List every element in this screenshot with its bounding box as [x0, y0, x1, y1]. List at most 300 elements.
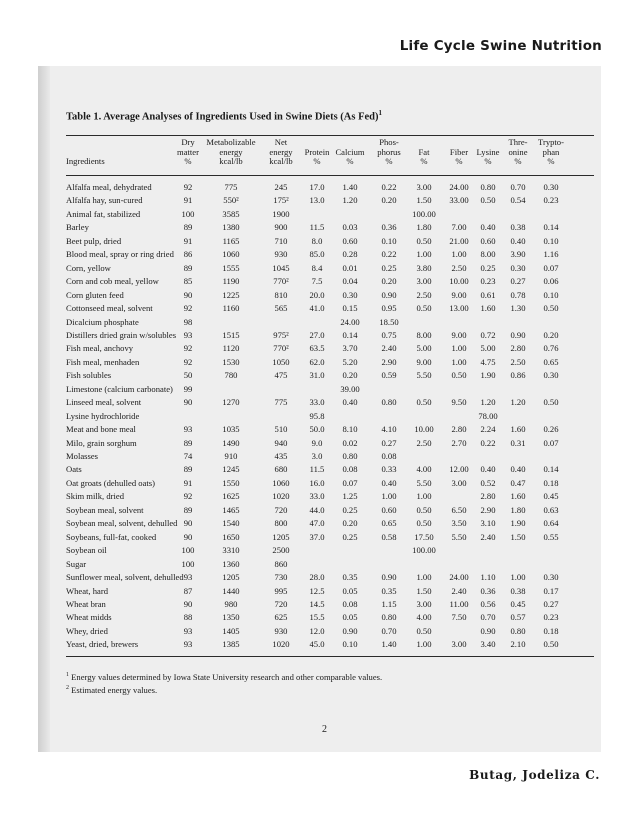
footnote — [66, 672, 382, 682]
ingredient-name: Fish meal, anchovy — [66, 343, 134, 354]
table-cell: 1650 — [222, 531, 240, 542]
scanned-paper — [50, 66, 601, 752]
table-cell: 730 — [274, 572, 288, 583]
table-cell: 15.5 — [309, 612, 325, 623]
table-cell: 930 — [274, 249, 288, 260]
table-cell: 2.50 — [416, 437, 432, 448]
table-cell: 3.90 — [510, 249, 526, 260]
header-title: Life Cycle Swine Nutrition — [399, 38, 602, 54]
table-cell: 8.0 — [311, 235, 323, 246]
table-cell: 92 — [183, 182, 193, 192]
table-cell: 900 — [274, 222, 288, 233]
table-cell: 0.50 — [416, 397, 432, 408]
table-cell: 0.40 — [480, 464, 496, 475]
column-header-line: kcal/lb — [269, 156, 293, 167]
ingredient-name: Cottonseed meal, solvent — [66, 303, 153, 314]
table-cell: 2.40 — [480, 531, 496, 542]
table-cell: 0.61 — [480, 289, 496, 300]
table-cell: 37.0 — [309, 531, 325, 542]
table-cell: 0.40 — [510, 235, 526, 246]
table-cell: 0.30 — [510, 262, 526, 273]
table-cell: 0.50 — [543, 397, 559, 408]
table-cell: 10.00 — [414, 424, 434, 435]
table-cell: 8.4 — [311, 262, 323, 273]
ingredient-name: Blood meal, spray or ring dried — [66, 249, 174, 260]
table-cell: 0.30 — [543, 572, 559, 583]
table-cell: 0.27 — [381, 437, 397, 448]
table-cell: 1385 — [222, 639, 240, 650]
table-cell: 1.00 — [451, 356, 467, 367]
table-cell: 1.10 — [480, 572, 496, 583]
ingredient-name: Soybean meal, solvent — [66, 504, 144, 515]
table-cell: 0.27 — [510, 276, 526, 287]
table-cell: 0.90 — [342, 625, 358, 636]
table-cell: 1.40 — [381, 639, 397, 650]
table-cell: 9.00 — [451, 289, 467, 300]
table-cell: 93 — [183, 424, 193, 435]
table-cell: 28.0 — [309, 572, 325, 583]
ingredient-name: Soybean meal, solvent, dehulled — [66, 518, 178, 529]
table-cell: 1.25 — [342, 491, 358, 502]
table-cell: 910 — [224, 451, 238, 461]
table-cell: 0.07 — [342, 477, 358, 488]
table-cell: 5.00 — [416, 343, 432, 354]
table-cell: 0.22 — [480, 437, 496, 448]
table-cell: 7.5 — [311, 276, 323, 287]
table-cell: 0.14 — [543, 464, 559, 475]
table-cell: 1060 — [272, 477, 290, 488]
ingredient-name: Oat groats (dehulled oats) — [66, 477, 156, 488]
column-header-line: phorus — [377, 146, 401, 157]
table-cell: 0.76 — [543, 343, 559, 354]
table-cell: 33.00 — [449, 195, 469, 206]
table-header-rule — [66, 175, 594, 176]
table-cell: 0.50 — [416, 518, 432, 529]
table-cell: 16.0 — [309, 477, 325, 488]
table-cell: 1.00 — [510, 572, 526, 583]
table-cell: 1360 — [222, 558, 240, 569]
table-cell: 0.08 — [342, 464, 358, 475]
table-cell: 2.50 — [451, 262, 467, 273]
table-cell: 27.0 — [309, 329, 325, 340]
column-header — [66, 138, 105, 167]
table-cell: 0.90 — [480, 625, 496, 636]
ingredient-name: Whey, dried — [66, 625, 108, 636]
column-header-line: energy — [269, 146, 293, 157]
table-cell: 1245 — [222, 464, 240, 475]
table-cell: 0.36 — [480, 585, 496, 596]
table-cell: 1.00 — [416, 249, 432, 260]
footnote-mark: 1 — [66, 671, 69, 678]
page-number: 2 — [322, 724, 327, 735]
table-cell: 31.0 — [309, 370, 325, 381]
table-cell: 0.38 — [510, 585, 526, 596]
table-top-rule — [66, 135, 594, 136]
table-cell: 680 — [274, 464, 288, 475]
table-cell: 0.05 — [342, 612, 358, 623]
table-cell: 39.00 — [340, 383, 360, 394]
table-cell: 1.50 — [510, 531, 526, 542]
table-cell: 1.00 — [416, 491, 432, 502]
table-cell: 0.07 — [543, 262, 559, 273]
table-cell: 510 — [274, 424, 288, 435]
table-cell: 3.00 — [451, 477, 467, 488]
table-cell: 435 — [274, 451, 288, 461]
table-cell: 6.50 — [451, 504, 467, 515]
table-cell: 0.10 — [342, 639, 358, 650]
table-cell: 93 — [183, 572, 193, 583]
table-cell: 720 — [274, 504, 288, 515]
ingredient-name: Distillers dried grain w/solubles — [66, 329, 177, 340]
column-header-line: % — [385, 156, 393, 167]
footnote-text: Estimated energy values. — [69, 684, 158, 695]
ingredient-name: Animal fat, stabilized — [66, 208, 141, 219]
table-cell: 1.60 — [510, 424, 526, 435]
table-cell: 63.5 — [309, 343, 325, 354]
table-cell: 1.90 — [480, 370, 496, 381]
table-cell: 1.00 — [381, 491, 397, 502]
table-cell: 0.02 — [342, 437, 358, 448]
table-cell: 2.80 — [510, 343, 526, 354]
table-cell: 1120 — [222, 343, 240, 354]
table-cell: 0.54 — [510, 195, 526, 206]
column-header-line — [66, 138, 105, 148]
table-cell: 0.86 — [510, 370, 526, 381]
table-cell: 0.45 — [543, 491, 559, 502]
table-cell: 5.20 — [342, 356, 358, 367]
column-header-line: Metabolizable — [206, 137, 256, 147]
table-cell: 0.80 — [480, 182, 496, 192]
table-cell: 89 — [183, 262, 193, 273]
ingredient-name: Milo, grain sorghum — [66, 437, 137, 448]
table-cell: 0.95 — [381, 303, 397, 314]
table-cell: 11.5 — [309, 464, 325, 475]
table-cell: 100.00 — [412, 545, 436, 556]
table-cell: 0.60 — [381, 504, 397, 515]
table-cell: 87 — [183, 585, 193, 596]
table-cell: 1380 — [222, 222, 240, 233]
table-cell: 0.70 — [480, 612, 496, 623]
table-cell: 78.00 — [478, 410, 498, 421]
table-cell: 89 — [183, 464, 193, 475]
column-header-line: Thre- — [508, 137, 528, 147]
table-cell: 3.50 — [451, 518, 467, 529]
table-cell: 9.00 — [416, 356, 432, 367]
table-cell: 475 — [274, 370, 288, 381]
table-cell: 1.00 — [451, 249, 467, 260]
table-cell: 1900 — [272, 208, 290, 219]
table-cell: 2.70 — [451, 437, 467, 448]
ingredient-name: Meat and bone meal — [66, 424, 136, 435]
table-cell: 1515 — [222, 329, 240, 340]
table-cell: 100 — [181, 558, 195, 569]
table-cell: 1350 — [222, 612, 240, 623]
table-cell: 0.18 — [543, 625, 559, 636]
table-cell: 21.00 — [449, 235, 469, 246]
ingredient-name: Molasses — [66, 451, 98, 461]
table-cell: 9.50 — [451, 397, 467, 408]
table-cell: 550² — [223, 195, 239, 206]
table-cell: 17.0 — [309, 182, 325, 192]
table-cell: 0.40 — [342, 397, 358, 408]
table-cell: 0.90 — [381, 289, 397, 300]
table-cell: 860 — [274, 558, 288, 569]
table-cell: 2.90 — [480, 504, 496, 515]
table-cell: 24.00 — [340, 316, 360, 327]
column-header-line: Calcium — [335, 146, 365, 157]
table-cell: 2.90 — [381, 356, 397, 367]
table-cell: 0.58 — [381, 531, 397, 542]
table-cell: 90 — [183, 531, 193, 542]
table-cell: 4.00 — [416, 464, 432, 475]
table-cell: 0.15 — [342, 303, 358, 314]
table-cell: 0.60 — [480, 235, 496, 246]
table-cell: 1.16 — [543, 249, 559, 260]
table-cell: 775 — [274, 397, 288, 408]
table-cell: 90 — [183, 289, 193, 300]
table-cell: 1.00 — [416, 572, 432, 583]
ingredient-name: Barley — [66, 222, 89, 233]
table-cell: 0.10 — [381, 235, 397, 246]
scan-edge — [38, 66, 50, 752]
table-cell: 5.50 — [416, 370, 432, 381]
table-cell: 1190 — [222, 276, 240, 287]
table-cell: 100 — [181, 208, 195, 219]
column-header-line: % — [455, 156, 463, 167]
table-cell: 0.06 — [543, 276, 559, 287]
table-cell: 92 — [183, 303, 193, 314]
ingredient-name: Beet pulp, dried — [66, 235, 122, 246]
column-header-line: Fiber — [449, 146, 469, 157]
table-cell: 0.35 — [381, 585, 397, 596]
table-cell: 50 — [183, 370, 193, 381]
table-cell: 0.30 — [543, 370, 559, 381]
column-header-line: Fat — [418, 146, 430, 157]
table-cell: 2.80 — [480, 491, 496, 502]
table-cell: 0.05 — [342, 585, 358, 596]
ingredient-name: Skim milk, dried — [66, 491, 125, 502]
table-cell: 3310 — [222, 545, 240, 556]
table-cell: 2.40 — [451, 585, 467, 596]
column-header-line: onine — [508, 146, 528, 157]
table-cell: 0.50 — [416, 303, 432, 314]
table-cell: 89 — [183, 504, 193, 515]
table-cell: 0.40 — [510, 464, 526, 475]
ingredient-name: Limestone (calcium carbonate) — [66, 383, 173, 394]
table-cell: 995 — [274, 585, 288, 596]
table-cell: 780 — [224, 370, 238, 381]
table-cell: 92 — [183, 491, 193, 502]
table-cell: 0.72 — [480, 329, 496, 340]
column-header-line: phan — [542, 146, 560, 157]
table-cell: 0.80 — [510, 625, 526, 636]
column-header-line: Ingredients — [66, 156, 105, 167]
table-cell: 0.50 — [543, 303, 559, 314]
table-cell: 91 — [183, 477, 193, 488]
column-header-line: % — [484, 156, 492, 167]
table-cell: 20.0 — [309, 289, 325, 300]
table-cell: 0.23 — [480, 276, 496, 287]
table-cell: 0.75 — [381, 329, 397, 340]
table-cell: 85 — [183, 276, 193, 287]
table-cell: 1.15 — [381, 598, 397, 609]
table-cell: 8.00 — [480, 249, 496, 260]
ingredient-name: Fish meal, menhaden — [66, 356, 140, 367]
footnote — [66, 685, 157, 695]
table-cell: 2.10 — [510, 639, 526, 650]
table-cell: 0.38 — [510, 222, 526, 233]
ingredient-name: Lysine hydrochloride — [66, 410, 140, 421]
table-cell: 0.07 — [543, 437, 559, 448]
column-header-line: % — [184, 156, 192, 167]
table-cell: 0.56 — [480, 598, 496, 609]
table-cell: 3.40 — [480, 639, 496, 650]
table-cell: 74 — [183, 451, 193, 461]
column-header-line: Lysine — [476, 146, 500, 157]
table-cell: 1.20 — [510, 397, 526, 408]
table-cell: 33.0 — [309, 397, 325, 408]
table-cell: 2.24 — [480, 424, 496, 435]
table-cell: 940 — [274, 437, 288, 448]
table-cell: 14.5 — [309, 598, 325, 609]
ingredient-name: Dicalcium phosphate — [66, 316, 139, 327]
ingredient-name: Wheat, hard — [66, 585, 108, 596]
table-cell: 0.14 — [543, 222, 559, 233]
table-cell: 11.5 — [309, 222, 325, 233]
table-cell: 1.90 — [510, 518, 526, 529]
table-cell: 11.00 — [449, 598, 469, 609]
table-cell: 1020 — [272, 639, 290, 650]
column-header-line: % — [420, 156, 428, 167]
table-cell: 0.03 — [342, 222, 358, 233]
table-cell: 1.60 — [510, 491, 526, 502]
table-cell: 24.00 — [449, 182, 469, 192]
table-cell: 1.00 — [416, 639, 432, 650]
table-cell: 0.08 — [381, 451, 397, 461]
table-cell: 1.00 — [451, 343, 467, 354]
table-cell: 1540 — [222, 518, 240, 529]
column-header-line: matter — [177, 146, 199, 157]
table-cell: 1225 — [222, 289, 240, 300]
table-cell: 0.50 — [416, 235, 432, 246]
table-cell: 2.50 — [416, 289, 432, 300]
table-cell: 4.10 — [381, 424, 397, 435]
table-cell: 2.80 — [451, 424, 467, 435]
table-cell: 0.50 — [451, 370, 467, 381]
table-cell: 45.0 — [309, 639, 325, 650]
table-cell: 0.35 — [342, 572, 358, 583]
table-cell: 0.30 — [342, 289, 358, 300]
table-cell: 1465 — [222, 504, 240, 515]
table-cell: 1555 — [222, 262, 240, 273]
table-cell: 90 — [183, 397, 193, 408]
ingredient-name: Sunflower meal, solvent, dehulled — [66, 572, 184, 583]
scanned-page — [38, 66, 601, 752]
table-cell: 1050 — [272, 356, 290, 367]
table-cell: 1.20 — [342, 195, 358, 206]
table-cell: 3.00 — [416, 598, 432, 609]
table-cell: 85.0 — [309, 249, 325, 260]
table-cell: 3585 — [222, 208, 240, 219]
ingredient-name: Corn, yellow — [66, 262, 111, 273]
table-cell: 99 — [183, 383, 193, 394]
table-cell: 0.17 — [543, 585, 559, 596]
table-cell: 3.00 — [416, 182, 432, 192]
table-cell: 1440 — [222, 585, 240, 596]
table-title-footnote-mark: 1 — [378, 109, 382, 117]
table-cell: 1160 — [222, 303, 240, 314]
table-cell: 92 — [183, 343, 193, 354]
table-cell: 1.20 — [480, 397, 496, 408]
table-cell: 12.5 — [309, 585, 325, 596]
table-cell: 0.70 — [381, 625, 397, 636]
table-cell: 0.25 — [480, 262, 496, 273]
table-cell: 93 — [183, 329, 193, 340]
table-cell: 24.00 — [449, 572, 469, 583]
table-cell: 41.0 — [309, 303, 325, 314]
table-cell: 770² — [273, 276, 289, 287]
table-cell: 0.80 — [381, 612, 397, 623]
table-cell: 0.40 — [381, 477, 397, 488]
table-cell: 13.0 — [309, 195, 325, 206]
ingredient-name: Corn gluten feed — [66, 289, 124, 300]
table-cell: 2.40 — [381, 343, 397, 354]
table-cell: 0.78 — [510, 289, 526, 300]
table-cell: 0.18 — [543, 477, 559, 488]
table-cell: 89 — [183, 222, 193, 233]
footnote-text: Energy values determined by Iowa State University research and other comparable values. — [69, 671, 383, 682]
table-cell: 0.04 — [342, 276, 358, 287]
table-cell: 5.00 — [480, 343, 496, 354]
table-cell: 0.57 — [510, 612, 526, 623]
table-cell: 88 — [183, 612, 193, 623]
column-header-line: % — [346, 156, 354, 167]
ingredient-name: Wheat bran — [66, 598, 106, 609]
ingredient-name: Soybeans, full-fat, cooked — [66, 531, 157, 542]
table-cell: 18.50 — [379, 316, 399, 327]
table-cell: 86 — [183, 249, 193, 260]
table-cell: 0.26 — [543, 424, 559, 435]
table-cell: 710 — [274, 235, 288, 246]
table-cell: 0.08 — [342, 598, 358, 609]
table-title — [66, 109, 382, 123]
table-cell: 3.00 — [451, 639, 467, 650]
table-cell: 0.14 — [342, 329, 358, 340]
table-cell: 93 — [183, 625, 193, 636]
table-cell: 5.50 — [451, 531, 467, 542]
table-cell: 100.00 — [412, 208, 436, 219]
table-cell: 0.59 — [381, 370, 397, 381]
table-cell: 0.70 — [510, 182, 526, 192]
table-cell: 3.00 — [416, 276, 432, 287]
table-title-text: Table 1. Average Analyses of Ingredients Used in Swine Diets (As Fed) — [66, 111, 379, 123]
table-cell: 62.0 — [309, 356, 325, 367]
table-cell: 12.0 — [309, 625, 325, 636]
table-cell: 44.0 — [309, 504, 325, 515]
table-cell: 91 — [183, 195, 193, 206]
table-cell: 17.50 — [414, 531, 434, 542]
column-header-line: Net — [274, 137, 288, 147]
column-header-line: Trypto- — [538, 137, 564, 147]
table-cell: 1530 — [222, 356, 240, 367]
ingredient-name: Sugar — [66, 558, 87, 569]
ingredient-name: Wheat midds — [66, 612, 112, 623]
table-cell: 0.25 — [342, 504, 358, 515]
table-cell: 0.50 — [480, 195, 496, 206]
table-cell: 0.20 — [342, 370, 358, 381]
table-cell: 0.36 — [381, 222, 397, 233]
table-cell: 0.65 — [381, 518, 397, 529]
